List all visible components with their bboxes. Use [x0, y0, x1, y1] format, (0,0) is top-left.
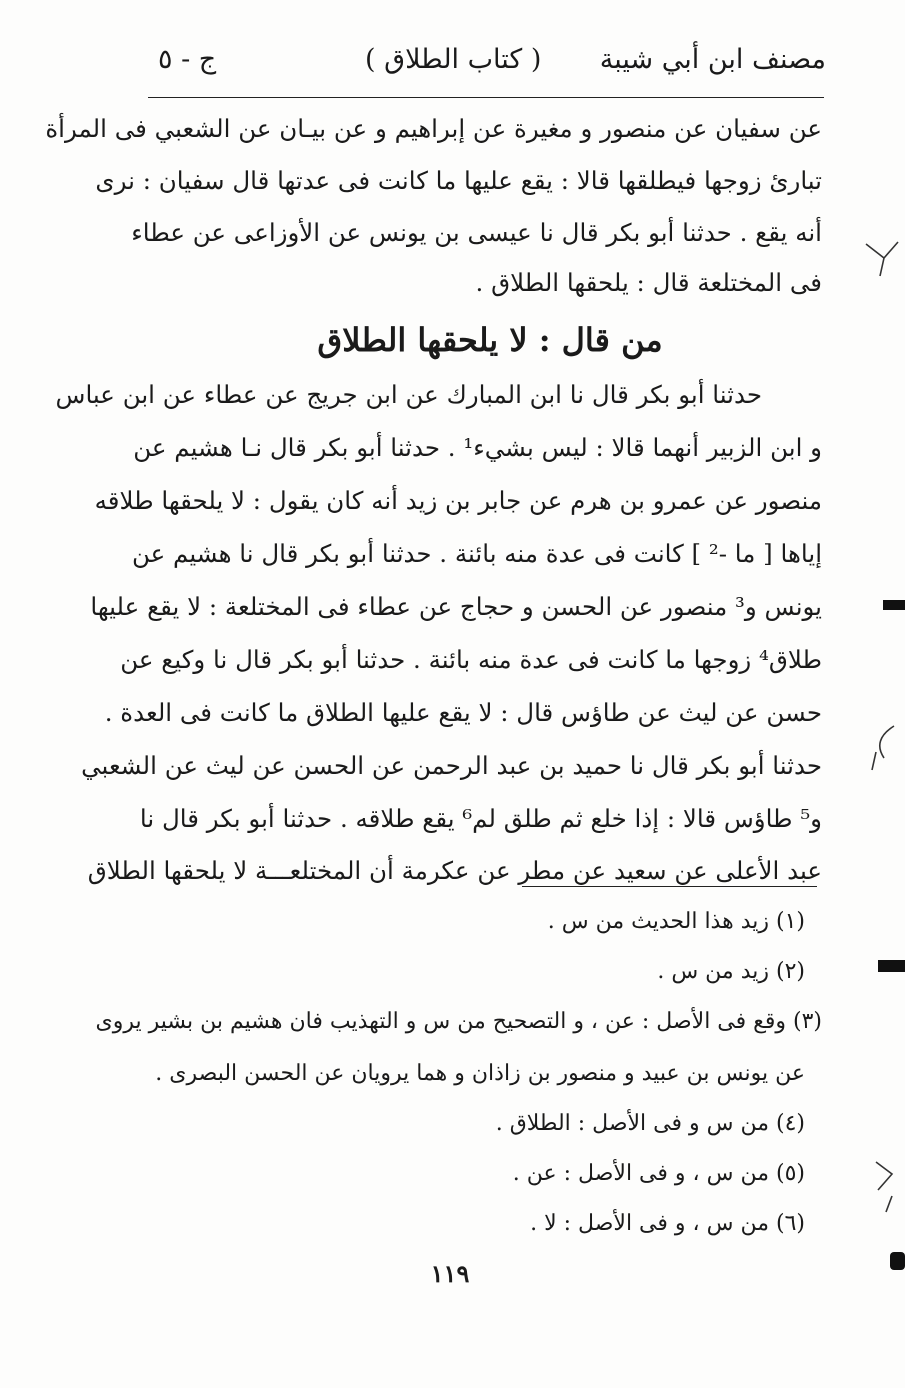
text-line: طلاق⁴ زوجها ما كانت فى عدة منه بائنة . حدثنا أبو بكر قال نا وكيع عن [120, 645, 822, 674]
page-number: ١١٩ [430, 1259, 470, 1288]
text-line: تبارئ زوجها فيطلقها قالا : يقع عليها ما كانت فى عدتها قال سفيان : نرى [95, 166, 822, 195]
footnote: (٣) وقع فى الأصل : عن ، و التصحيح من س و التهذيب فان هشيم بن بشير يروى [95, 1009, 822, 1034]
footnote: (٢) زيد من س . [657, 959, 805, 984]
header-divider [148, 97, 824, 98]
footnote: (٦) من س ، و فى الأصل : لا . [530, 1211, 805, 1236]
text-line: فى المختلعة قال : يلحقها الطلاق . [475, 268, 822, 297]
text-line: حدثنا أبو بكر قال نا ابن المبارك عن ابن جريج عن عطاء عن ابن عباس [55, 380, 762, 409]
text-line: عن سفيان عن منصور و مغيرة عن إبراهيم و عن بيـان عن الشعبي فى المرأة [45, 114, 822, 143]
text-line: عبد الأعلى عن سعيد عن مطر عن عكرمة أن المختلعـــة لا يلحقها الطلاق [87, 856, 822, 885]
margin-scribble [872, 1156, 904, 1216]
margin-scribble [862, 232, 902, 282]
text-line: يونس و³ منصور عن الحسن و حجاج عن عطاء فى المختلعة : لا يقع عليها [90, 592, 822, 621]
text-line: حدثنا أبو بكر قال نا حميد بن عبد الرحمن عن الحسن عن ليث عن الشعبي [81, 751, 822, 780]
footnote: (٥) من س ، و فى الأصل : عن . [512, 1161, 805, 1186]
text-line: منصور عن عمرو بن هرم عن جابر بن زيد أنه كان يقول : لا يلحقها طلاقه [94, 486, 822, 515]
header-chapter-title: ( كتاب الطلاق ) [365, 44, 542, 75]
footnote-divider [522, 886, 817, 887]
header-volume: ج - ٥ [158, 44, 217, 75]
margin-scribble [866, 722, 902, 774]
text-line: و⁵ طاؤس قالا : إذا خلع ثم طلق لم⁶ يقع طلاقه . حدثنا أبو بكر قال نا [139, 804, 822, 833]
footnote-continuation: عن يونس بن عبيد و منصور بن زاذان و هما يرويان عن الحسن البصرى . [155, 1061, 805, 1086]
text-line: إياها [ ما -² ] كانت فى عدة منه بائنة . حدثنا أبو بكر قال نا هشيم عن [131, 539, 822, 568]
text-line: حسن عن ليث عن طاؤس قال : لا يقع عليها الطلاق ما كانت فى العدة . [104, 698, 822, 727]
text-line: و ابن الزبير أنهما قالا : ليس بشيء¹ . حدثنا أبو بكر قال نـا هشيم عن [133, 433, 822, 462]
margin-mark [878, 960, 905, 972]
footnote: (٤) من س و فى الأصل : الطلاق . [495, 1111, 805, 1136]
header-book-title: مصنف ابن أبي شيبة [599, 44, 826, 75]
page-header [150, 40, 826, 90]
footnote: (١) زيد هذا الحديث من س . [547, 909, 805, 934]
margin-mark [890, 1252, 905, 1270]
text-line: أنه يقع . حدثنا أبو بكر قال نا عيسى بن يونس عن الأوزاعى عن عطاء [131, 218, 822, 247]
margin-mark [883, 600, 905, 610]
section-heading: من قال : لا يلحقها الطلاق [317, 321, 663, 359]
